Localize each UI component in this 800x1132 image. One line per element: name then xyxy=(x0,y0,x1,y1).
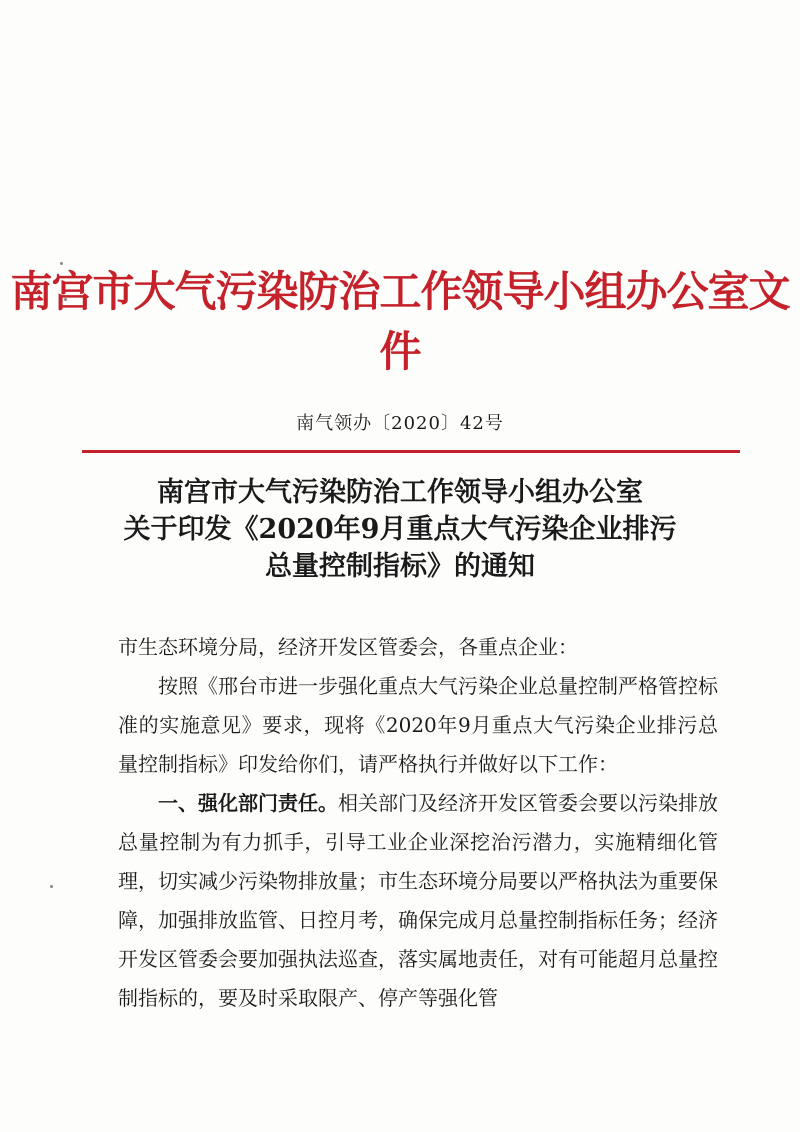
section-1-heading: 一、强化部门责任。 xyxy=(158,791,338,815)
notice-title-line-2: 关于印发《2020年9月重点大气污染企业排污 xyxy=(123,514,677,545)
section-1-text: 相关部门及经济开发区管委会要以污染排放总量控制为有力抓手，引导工业企业深挖治污潜力，实施精细化管理，切实减少污染物排放量；市生态环境分局要以严格执法为重要保障，加强排放监管、日控月考，确保完成月总量控制指标任务；经济开发区管委会要加强执法巡查，落实属地责任，对有可能超月总量控制指标的，要及时采取限产、停产等强化管 xyxy=(118,791,718,1010)
document-number: 南气领办〔2020〕42号 xyxy=(296,413,504,434)
red-divider-line xyxy=(82,450,740,453)
scan-speck xyxy=(50,885,53,888)
notice-title-line-3: 总量控制指标》的通知 xyxy=(265,551,535,582)
notice-title xyxy=(0,474,800,585)
paragraph-section-1 xyxy=(118,784,718,1018)
document-header-title: 南宫市大气污染防治工作领导小组办公室文件 xyxy=(10,267,790,376)
notice-body xyxy=(118,628,718,1018)
paragraph-intro: 按照《邢台市进一步强化重点大气污染企业总量控制严格管控标准的实施意见》要求，现将《2020年9月重点大气污染企业排污总量控制指标》印发给你们，请严格执行并做好以下工作： xyxy=(118,674,718,776)
salutation: 市生态环境分局，经济开发区管委会，各重点企业： xyxy=(118,635,578,659)
notice-title-line-1: 南宫市大气污染防治工作领导小组办公室 xyxy=(157,477,643,508)
